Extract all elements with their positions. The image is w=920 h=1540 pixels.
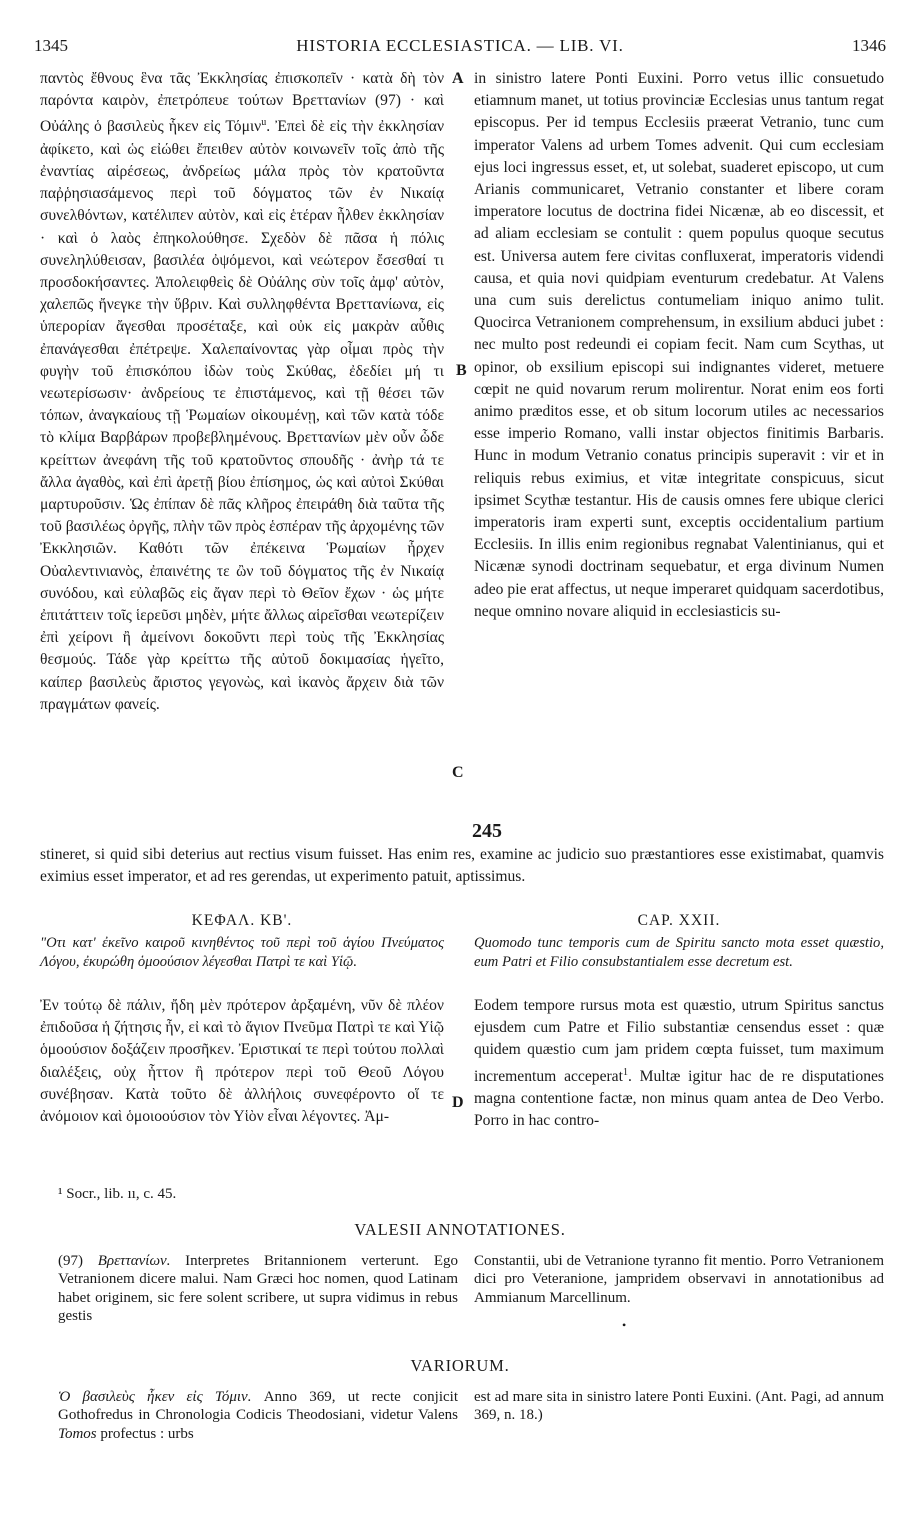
margin-letter-d: D xyxy=(452,1094,464,1111)
variorum-text: Anno 369, ut recte conjicit Gothofredus in Chronologia Codicis Theodosiani, videtur Valens xyxy=(58,1389,458,1424)
latin-chapter-body xyxy=(474,995,884,1132)
valesii-right xyxy=(474,1252,884,1307)
footnote-marker: 1 xyxy=(622,1066,628,1078)
latin-chapter-paragraph xyxy=(474,995,884,1132)
variorum-title: VARIORUM. xyxy=(410,1356,510,1375)
note-text-continued: Constantii, ubi de Vetranione tyranno fit mentio. Porro Vetranionem dici pro Veteranione, jampridem observavi in annotationibus ad Ammianum Marcellinum. xyxy=(474,1253,884,1306)
variorum-lemma: Ὁ βασιλεὺς ἧκεν εἰς Τόμιν. xyxy=(58,1389,252,1405)
ink-mark: • xyxy=(622,1318,627,1332)
greek-chapter-body xyxy=(40,995,444,1128)
page-header xyxy=(34,36,886,60)
latin-chapter-summary: Quomodo tunc temporis cum de Spiritu sancto mota esset quæstio, eum Patri et Filio consubstantialem esse decretum est. xyxy=(474,935,884,970)
greek-text-continued: . Ἐπεὶ δὲ εἰς τὴν ἐκκλησίαν ἀφίκετο, καὶ ὡς εἰώθει ἔπειθεν αὐτὸν κοινωνεῖν τοῖς ἀπὸ τῆς ἐναντίας αἱρέσεως, ἀνδρείως μάλα πρὸς τὸν κρατοῦντα παῤῥησιασάμενος περὶ τοῦ δόγματος τῶν ἐν Νικαίᾳ συνελθόντων, κατέλιπεν αὐτὸν, καὶ εἰς ἑτέραν ἦλθεν ἐκκλησίαν · καὶ ὁ λαὸς ἐπηκολούθησε. Σχεδὸν δὲ πᾶσα ἡ πόλις συνεληλύθεισαν, βασιλέα ὀψόμενοι, καὶ νεώτερον ἔσεσθαί τι προσδοκήσαντες. Ἀπολειφθεὶς δὲ Οὐάλης σὺν τοῖς ἀμφ' αὐτὸν, χαλεπῶς ἤνεγκε τὴν ὕβριν. Καὶ συλληφθέντα Βρεττανίωνα, εἰς ὑπερορίαν ἄγεσθαι προσέταξε, καὶ οὐκ εἰς μακρὰν αὖθις ἐπανάγεσθαι ἐπέτρεψε. Χαλεπαίνοντας γὰρ οἶμαι πρὸς τὴν φυγὴν τοῦ ἐπισκόπου ἰδὼν τοὺς Σκύθας, ἐδεδίει μή τι νεωτερίσωσιν· ἀνδρείους τε ἐπιστάμενος, καὶ τῇ θέσει τῶν τόπων, ἀναγκαίους τῇ Ῥωμαίων οἰκουμένῃ, καὶ τῶν κατὰ τόδε τὸ κλίμα Βαρβάρων προβεβλημένους. Βρεττανίων μὲν οὖν ὧδε κρείττων ἀνεφάνη τῆς τοῦ κρατοῦντος σπουδῆς · ἀνὴρ τά τε ἄλλα ἀγαθὸς, καὶ ἐπὶ ἀρετῇ βίου ἐπίσημος, ὡς καὶ αὐτοὶ Σκύθαι μαρτυροῦσιν. Ὡς ἐπίπαν δὲ πᾶς κλῆρος ἐπειράθη διὰ ταῦτα τῆς τοῦ βασιλέως ὀργῆς, πλὴν τῶν πρὸς ἑσπέραν τῆς ἀρχομένης τῶν Ἐκκλησιῶν. Καθότι τῶν ἐπέκεινα Ῥωμαίων ἦρχεν Οὐαλεντινιανὸς, ἐπαινέτης τε ὢν τοῦ δόγματος τῆς ἐν Νικαίᾳ συνόδου, καὶ εὐλαβῶς εἰς ἄγαν περὶ τὸ Θεῖον ἔχων · ὡς μήτε ἐπιτάττειν τοῖς ἱερεῦσι μηδὲν, μήτε ἄλλως αἱρεῖσθαι νεωτερίζειν ἐπὶ χείρονι ἢ ἀμείνονι δοκοῦντι περὶ τοὺς τῆς Ἐκκλησίας θεσμούς. Τάδε γὰρ κρείττω τῆς αὐτοῦ δοκιμασίας ἡγεῖτο, καίπερ βασιλεὺς ἄριστος γεγονὼς, καὶ ἱκανὸς ἄρχειν διὰ τῶν πραγμάτων φανείς. xyxy=(40,118,444,713)
page-number-left: 1345 xyxy=(34,36,68,55)
latin-continuation xyxy=(40,844,884,888)
latin-chapter-heading: CAP. XXII. xyxy=(637,912,721,929)
latin-paragraph: in sinistro latere Ponti Euxini. Porro vetus illic consuetudo etiamnum manet, ut totius provinciæ Ecclesias unus tantum regat episcopus. Per id tempus Ecclesiis præerat Vetranio, tunc cum imperator Valens ad urbem Tomes advenit. Qui cum ecclesiam ejus loci ingressus esset, et, ut solebat, suaderet episcopo, ut cum Arianis communicaret, Vetranio constanter et libere coram imperatore locutus de doctrina fidei Nicænæ, ab eo discessit, et ad aliam ecclesiam se contulit : quem populus quoque secutus est. Universa autem fere civitas confluxerat, imperatoris videndi causa, et quia novi quidpiam eventurum credebatur. At Valens una cum suis derelictus contumeliam iniquo animo tulit. Quocirca Vetranionem comprehensum, in exsilium abduci jubet : nec multo post redeundi ei copiam fecit. Nam cum Scythas, ut opinor, ob exsilium episcopi sui indignantes videret, metuere cœpit ne quid novarum rerum molirentur. Norat enim eos forti animo præditos esse, et ob situm locorum utiles ac necessarios esse imperio Romano, valli instar objectos finitimis Barbaris. Hunc in modum Vetranio conatus principis superavit : vir et in reliquis rebus eximius, et vitæ integritate conspicuus, sicut ipsimet Scythæ testantur. His de causis omnes fere ubique clerici imperatoris iram experti sunt, exceptis occidentalium partium Ecclesiis. In illis enim regionibus regnabat Valentinianus, qui et Nicænæ synodi doctrinam sequebatur, et erga divinum Numen adeo pie erat affectus, ut neque imperaret quidquam sacerdotibus, neque omnino novare aliquid in ecclesiasticis su- xyxy=(474,70,884,620)
note-text: Interpretes Britannionem verterunt. Ego Vetranionem dicere malui. Nam Græci hoc nomen, quod Latinam habet originem, sic fere solent scribere, ut supra vidimus in rebus gestis xyxy=(58,1253,459,1324)
variorum-right xyxy=(474,1388,884,1425)
margin-letter-b: B xyxy=(456,362,467,379)
variorum-text-end: profectus : urbs xyxy=(96,1425,194,1442)
latin-continuation-text: stineret, si quid sibi deterius aut rectius visum fuisset. Has enim res, examine ac judicio suo præstantiores esse existimabat, quamvis eximius esset imperator, et ad res gerendas, ut experimento patuit, aptissimus. xyxy=(40,846,884,886)
running-title: HISTORIA ECCLESIASTICA. — LIB. VI. xyxy=(296,36,624,55)
note-lemma: Βρεττανίων. xyxy=(97,1253,171,1269)
greek-paragraph xyxy=(40,68,444,716)
greek-chapter-summary: "Οτι κατ' ἐκεῖνο καιροῦ κινηθέντος τοῦ περὶ τοῦ ἁγίου Πνεύματος Λόγου, ἐκυρώθη ὁμοούσιον λέγεσθαι Πατρὶ τε καὶ Υἱῷ. xyxy=(40,935,444,970)
margin-letter-a: A xyxy=(452,70,464,87)
variorum-note xyxy=(58,1388,458,1443)
footnote-marker: u xyxy=(261,117,267,129)
greek-column xyxy=(40,68,444,716)
variorum-italic: Tomos xyxy=(58,1425,97,1442)
folio-number: 245 xyxy=(472,820,502,842)
latin-chapter-text-continued: . Multæ igitur hac de re disputationes magna contentione factæ, non minus quam antea de Deo Verbo. Porro in hac contro- xyxy=(474,1067,884,1130)
page-number-right: 1346 xyxy=(852,36,886,55)
latin-chapter-text: Eodem tempore rursus mota est quæstio, utrum Spiritus sanctus ejusdem cum Patre et Filio substantiæ censendus esset : quæ quidem quæstio cum jam pridem cœpta fuisset, tum maximum incrementum acceperat xyxy=(474,997,884,1085)
valesii-left xyxy=(58,1252,458,1325)
note-ref: (97) xyxy=(58,1253,83,1269)
greek-text: παντὸς ἔθνους ἓνα τᾶς Ἐκκλησίας ἐπισκοπεῖν · κατὰ δὴ τὸν παρόντα καιρὸν, ἐπετρόπευε τούτων Βρεττανίων (97) · καὶ Οὐάλης ὁ βασιλεὺς ἧκεν εἰς Τόμιν xyxy=(40,70,444,136)
greek-chapter-heading: ΚΕΦΑΛ. ΚΒ'. xyxy=(191,912,293,929)
margin-letter-c: C xyxy=(452,764,464,781)
valesii-note xyxy=(58,1252,458,1325)
greek-chapter-text: Ἐν τούτῳ δὲ πάλιν, ἤδη μὲν πρότερον ἀρξαμένη, νῦν δὲ πλέον ἐπιδοῦσα ἡ ζήτησις ἦν, εἰ καὶ τὸ ἅγιον Πνεῦμα Πατρὶ τε καὶ Υἱῷ ὁμοούσιον δοξάζειν προσῆκεν. Ἐριστικαί τε περὶ τούτου πολλαὶ διαλέξεις, οὐχ ἧττον ἢ πρότερον περὶ τοῦ Θεοῦ Λόγου συνέβησαν. Κατὰ τοῦτο δὲ ἀλλήλοις συνεφέροντο οἵ τε ἀνόμοιον καὶ ὁμοιοούσιον τὸν Υἱὸν εἶναι λέγοντες. Ἀμ- xyxy=(40,997,444,1126)
latin-column xyxy=(474,68,884,623)
variorum-text-continued: est ad mare sita in sinistro latere Ponti Euxini. (Ant. Pagi, ad annum 369, n. 18.) xyxy=(474,1389,884,1424)
footnote: ¹ Socr., lib. ıı, c. 45. xyxy=(58,1186,177,1202)
valesii-title: VALESII ANNOTATIONES. xyxy=(354,1220,566,1239)
variorum-left xyxy=(58,1388,458,1443)
